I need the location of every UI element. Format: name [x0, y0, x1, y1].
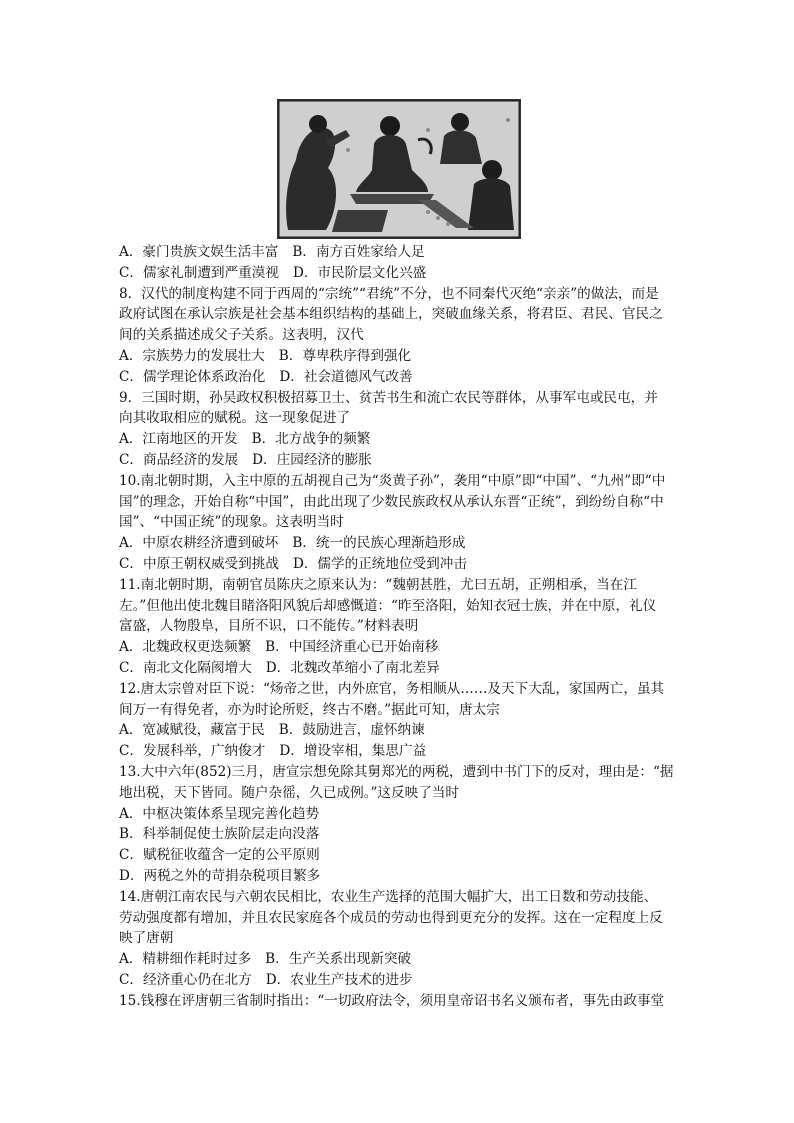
- answer-option: C．中原王朝权威受到挑战: [119, 555, 279, 572]
- question-stem-line: 12.唐太宗曾对臣下说：“炀帝之世，内外庶官，务相顺从……及天下大乱，家国两亡，虽其: [119, 680, 665, 697]
- question-stem-line: 13.大中六年(852)三月，唐宣宗想免除其舅郑光的两税，遭到中书门下的反对，理由是：“据: [119, 763, 674, 780]
- question-block: [119, 284, 679, 388]
- answer-option: D．农业生产技术的进步: [265, 971, 413, 988]
- answer-option: A．北魏政权更迭频繁: [119, 639, 252, 656]
- q7-option-a: A．豪门贵族文娱生活丰富: [119, 244, 279, 260]
- question-stem-line: 8．汉代的制度构建不同于西周的“宗统”“君统”不分，也不同秦代灭绝“亲亲”的做法，而是: [119, 285, 659, 302]
- question-block: [119, 762, 679, 887]
- option-row: [119, 429, 679, 450]
- option-row: [119, 824, 679, 845]
- answer-option: B．统一的民族心理渐趋形成: [292, 535, 466, 552]
- question-stem-line: 富盛，人物殷阜，目所不识，口不能传。”材料表明: [119, 618, 419, 635]
- question-block: [119, 388, 679, 471]
- answer-option: A．精耕细作耗时过多: [119, 951, 252, 968]
- option-row: [119, 804, 679, 825]
- question-list: [119, 284, 679, 1012]
- answer-option: C．南北文化隔阂增大: [119, 659, 252, 676]
- question-block: [119, 575, 679, 679]
- option-row: [119, 450, 679, 471]
- question-stem-line: 映了唐朝: [119, 930, 174, 947]
- answer-option: B．鼓励进言，虚怀纳谏: [278, 722, 425, 739]
- option-row: [119, 637, 679, 658]
- question-stem-line: 间的关系描述成父子关系。这表明，汉代: [119, 327, 364, 344]
- q7-options: [119, 242, 679, 284]
- answer-option: A．宗族势力的发展壮大: [119, 347, 265, 364]
- option-row: [119, 346, 679, 367]
- q7-option-d: D．市民阶层文化兴盛: [292, 264, 427, 281]
- answer-option: D．儒学的正统地位受到冲击: [292, 555, 467, 572]
- question-stem-line: 15.钱穆在评唐朝三省制时指出：“一切政府法令，须用皇帝诏书名义颁布者，事先由政事堂: [119, 992, 665, 1009]
- question-stem-line: 地出税，天下皆同。随户杂徭，久已成例。”这反映了当时: [119, 784, 459, 801]
- answer-option: A．中枢决策体系呈现完善化趋势: [119, 805, 320, 822]
- answer-option: A．江南地区的开发: [119, 431, 238, 448]
- question-block: [119, 471, 679, 575]
- ancient-mural-image: [277, 99, 521, 239]
- question-block: [119, 887, 679, 991]
- answer-option: A．宽减赋役，藏富于民: [119, 722, 265, 739]
- option-row: [119, 658, 679, 679]
- question-stem-line: 国”、“中国正统”的现象。这表明当时: [119, 514, 344, 531]
- question-stem-line: 11.南北朝时期，南朝官员陈庆之原来认为：“魏朝甚胜，尤曰五胡，正朔相承，当在江: [119, 576, 637, 593]
- question-stem-line: 国”的理念，开始自称“中国”，由此出现了少数民族政权从承认东晋“正统”，到纷纷自称“中: [119, 493, 664, 510]
- answer-option: B．中国经济重心已开始南移: [265, 639, 439, 656]
- answer-option: D．北魏改革缩小了南北差异: [265, 659, 440, 676]
- answer-option: D．社会道德风气改善: [279, 368, 413, 385]
- answer-option: B．科举制促使士族阶层走向没落: [119, 826, 320, 843]
- answer-option: C．儒学理论体系政治化: [119, 368, 266, 385]
- option-row: [119, 866, 679, 887]
- q7-option-c: C．儒家礼制遭到严重漠视: [119, 264, 279, 281]
- answer-option: B．尊卑秩序得到强化: [278, 347, 412, 364]
- option-row: [119, 741, 679, 762]
- option-row: [119, 554, 679, 575]
- option-row: [119, 533, 679, 554]
- question-stem-line: 14.唐朝江南农民与六朝农民相比，农业生产选择的范围大幅扩大，出工日数和劳动技能、: [119, 888, 658, 905]
- answer-option: B．生产关系出现新突破: [265, 951, 412, 968]
- option-row: [119, 845, 679, 866]
- answer-option: C．发展科举，广纳俊才: [119, 743, 266, 760]
- answer-option: A．中原农耕经济遭到破坏: [119, 535, 279, 552]
- question-stem-line: 劳动强度都有增加，并且农民家庭各个成员的劳动也得到更充分的发挥。这在一定程度上反: [119, 909, 663, 926]
- question-stem-line: 政府试图在承认宗族是社会基本组织结构的基础上，突破血缘关系，将君臣、君民、官民之: [119, 306, 663, 323]
- option-row: [119, 949, 679, 970]
- answer-option: C．赋税征收蕴含一定的公平原则: [119, 847, 320, 864]
- questions-text: [119, 242, 679, 1011]
- answer-option: B．北方战争的频繁: [251, 431, 371, 448]
- question-block: [119, 679, 679, 762]
- q7-option-b: B．南方百姓家给人足: [292, 244, 425, 260]
- question-stem-line: 9．三国时期，孙吴政权积极招募卫士、贫苦书生和流亡农民等群体，从事军屯或民屯，并: [119, 389, 658, 406]
- answer-option: C．经济重心仍在北方: [119, 971, 252, 988]
- answer-option: D．庄园经济的膨胀: [252, 451, 372, 468]
- option-row: [119, 263, 679, 284]
- option-row: [119, 720, 679, 741]
- question-stem-line: 左。”但他出使北魏目睹洛阳风貌后却感慨道：“昨至洛阳，始知衣冠士族，并在中原，礼仪: [119, 597, 657, 614]
- answer-option: D．两税之外的苛捐杂税项目繁多: [119, 867, 321, 884]
- question-block: [119, 991, 679, 1012]
- mural-illustration: [278, 100, 520, 238]
- question-stem-line: 间万一有得免者，亦为时论所贬，终古不磨。”据此可知，唐太宗: [119, 701, 500, 718]
- question-stem-line: 向其收取相应的赋税。这一现象促进了: [119, 410, 351, 427]
- option-row: [119, 367, 679, 388]
- answer-option: C．商品经济的发展: [119, 451, 239, 468]
- option-row: [119, 242, 679, 263]
- option-row: [119, 970, 679, 991]
- question-stem-line: 10.南北朝时期，入主中原的五胡视自己为“炎黄子孙”，袭用“中原”即“中国”、“九州”即“中: [119, 472, 666, 489]
- answer-option: D．增设宰相，集思广益: [279, 743, 427, 760]
